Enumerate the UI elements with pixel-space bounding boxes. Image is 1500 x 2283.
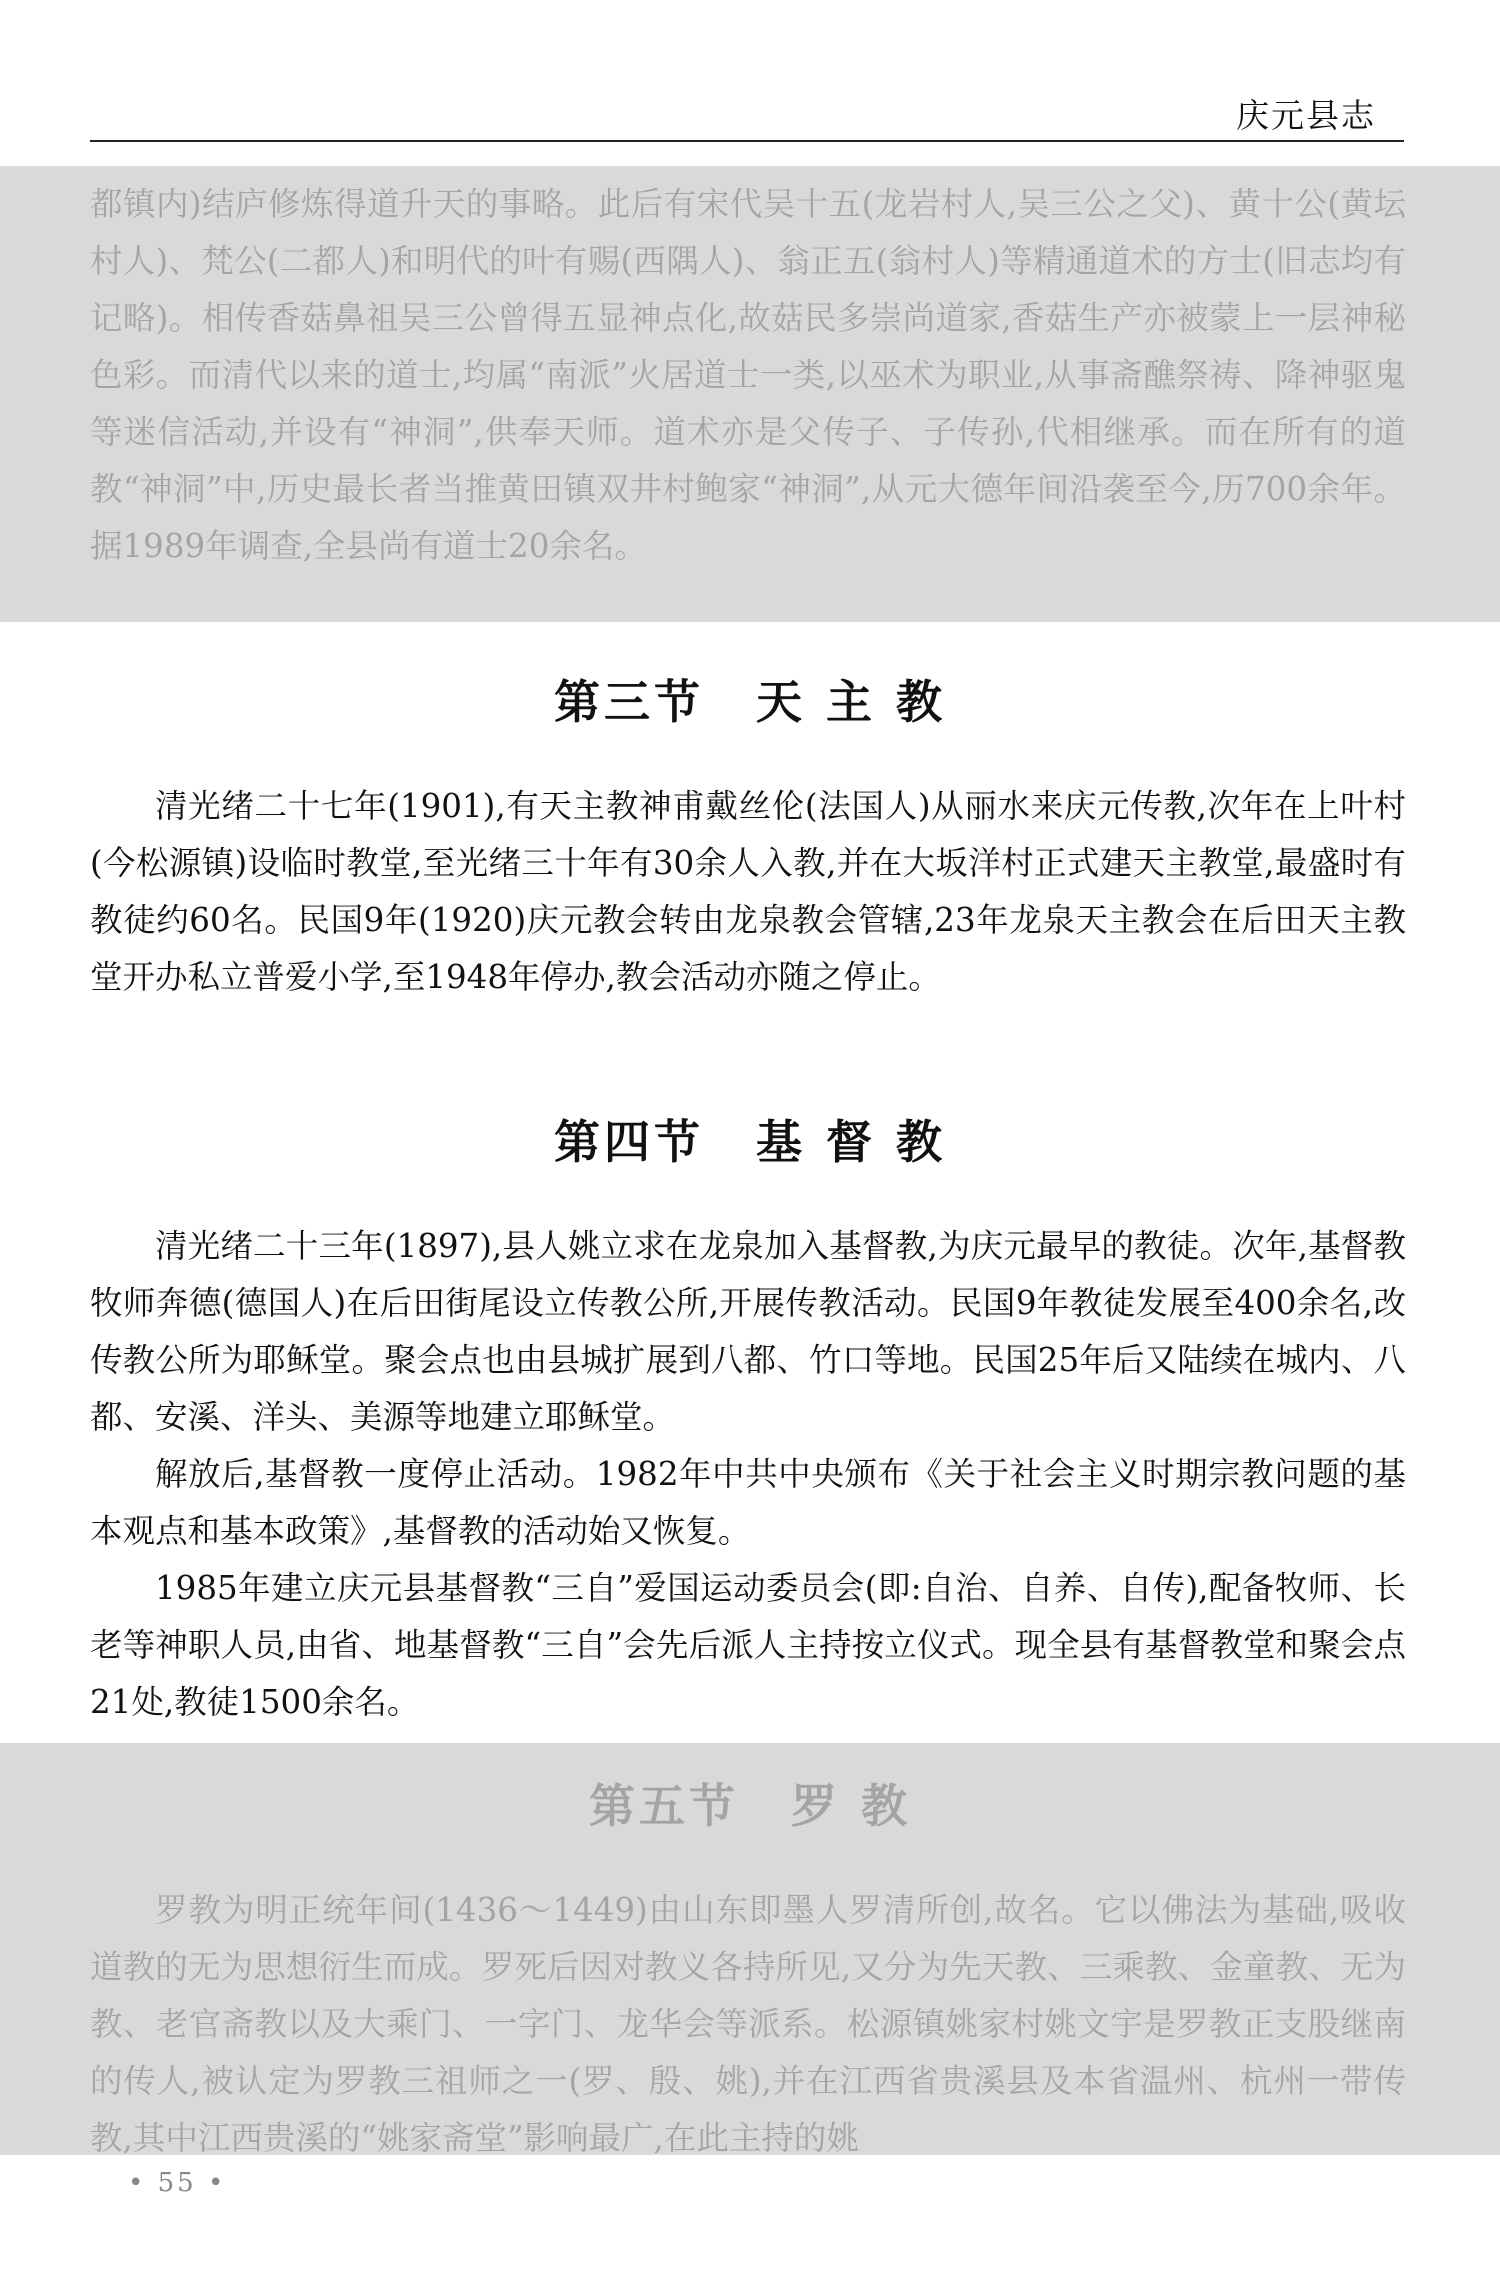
section-title: 基 督 教 xyxy=(755,1115,947,1169)
section-title: 天 主 教 xyxy=(755,675,947,729)
header-rule xyxy=(90,140,1404,142)
section-heading-christian xyxy=(0,1106,1500,1172)
section-number: 第三节 xyxy=(553,675,704,729)
paragraph: 清光绪二十七年(1901),有天主教神甫戴丝伦(法国人)从丽水来庆元传教,次年在上叶村(今松源镇)设临时教堂,至光绪三十年有30余人入教,并在大坂洋村正式建天主教堂,最盛时有教徒约60名。民国9年(1920)庆元教会转由龙泉教会管辖,23年龙泉天主教会在后田天主教堂开办私立普爱小学,至1948年停办,教会活动亦随之停止。 xyxy=(90,787,1406,996)
paragraph: 都镇内)结庐修炼得道升天的事略。此后有宋代吴十五(龙岩村人,吴三公之父)、黄十公(黄坛村人)、梵公(二都人)和明代的叶有赐(西隅人)、翁正五(翁村人)等精通道术的方士(旧志均有记略)。相传香菇鼻祖吴三公曾得五显神点化,故菇民多崇尚道家,香菇生产亦被蒙上一层神秘色彩。而清代以来的道士,均属“南派”火居道士一类,以巫术为职业,从事斋醮祭祷、降神驱鬼等迷信活动,并设有“神洞”,供奉天师。道术亦是父传子、子传孙,代相继承。而在所有的道教“神洞”中,历史最长者当推黄田镇双井村鲍家“神洞”,从元大德年间沿袭至今,历700余年。据1989年调查,全县尚有道士20余名。 xyxy=(90,185,1406,565)
paragraph: 清光绪二十三年(1897),县人姚立求在龙泉加入基督教,为庆元最早的教徒。次年,基督教牧师奔德(德国人)在后田街尾设立传教公所,开展传教活动。民国9年教徒发展至400余名,改传教公所为耶稣堂。聚会点也由县城扩展到八都、竹口等地。民国25年后又陆续在城内、八都、安溪、洋头、美源等地建立耶稣堂。 xyxy=(90,1227,1406,1436)
section-christian-body xyxy=(90,1218,1406,1731)
section-heading-luo xyxy=(0,1770,1500,1836)
page-header-title: 庆元县志 xyxy=(1236,96,1376,135)
page-number: • 55 • xyxy=(128,2168,227,2198)
section-heading-catholic xyxy=(0,666,1500,732)
paragraph: 罗教为明正统年间(1436～1449)由山东即墨人罗清所创,故名。它以佛法为基础,吸收道教的无为思想衍生而成。罗死后因对教义各持所见,又分为先天教、三乘教、金童教、无为教、老官斋教以及大乘门、一字门、龙华会等派系。松源镇姚家村姚文宇是罗教正支股继南的传人,被认定为罗教三祖师之一(罗、殷、姚),并在江西省贵溪县及本省温州、杭州一带传教,其中江西贵溪的“姚家斋堂”影响最广,在此主持的姚 xyxy=(90,1891,1406,2157)
section-catholic-body xyxy=(90,778,1406,1006)
paragraph: 1985年建立庆元县基督教“三自”爱国运动委员会(即:自治、自养、自传),配备牧师、长老等神职人员,由省、地基督教“三自”会先后派人主持按立仪式。现全县有基督教堂和聚会点21处,教徒1500余名。 xyxy=(90,1569,1406,1721)
section-taoism-body xyxy=(90,176,1406,575)
paragraph: 解放后,基督教一度停止活动。1982年中共中央颁布《关于社会主义时期宗教问题的基本观点和基本政策》,基督教的活动始又恢复。 xyxy=(90,1455,1406,1550)
section-number: 第四节 xyxy=(553,1115,704,1169)
section-luo-body xyxy=(90,1882,1406,2167)
section-title: 罗 教 xyxy=(790,1779,911,1833)
section-number: 第五节 xyxy=(588,1779,739,1833)
